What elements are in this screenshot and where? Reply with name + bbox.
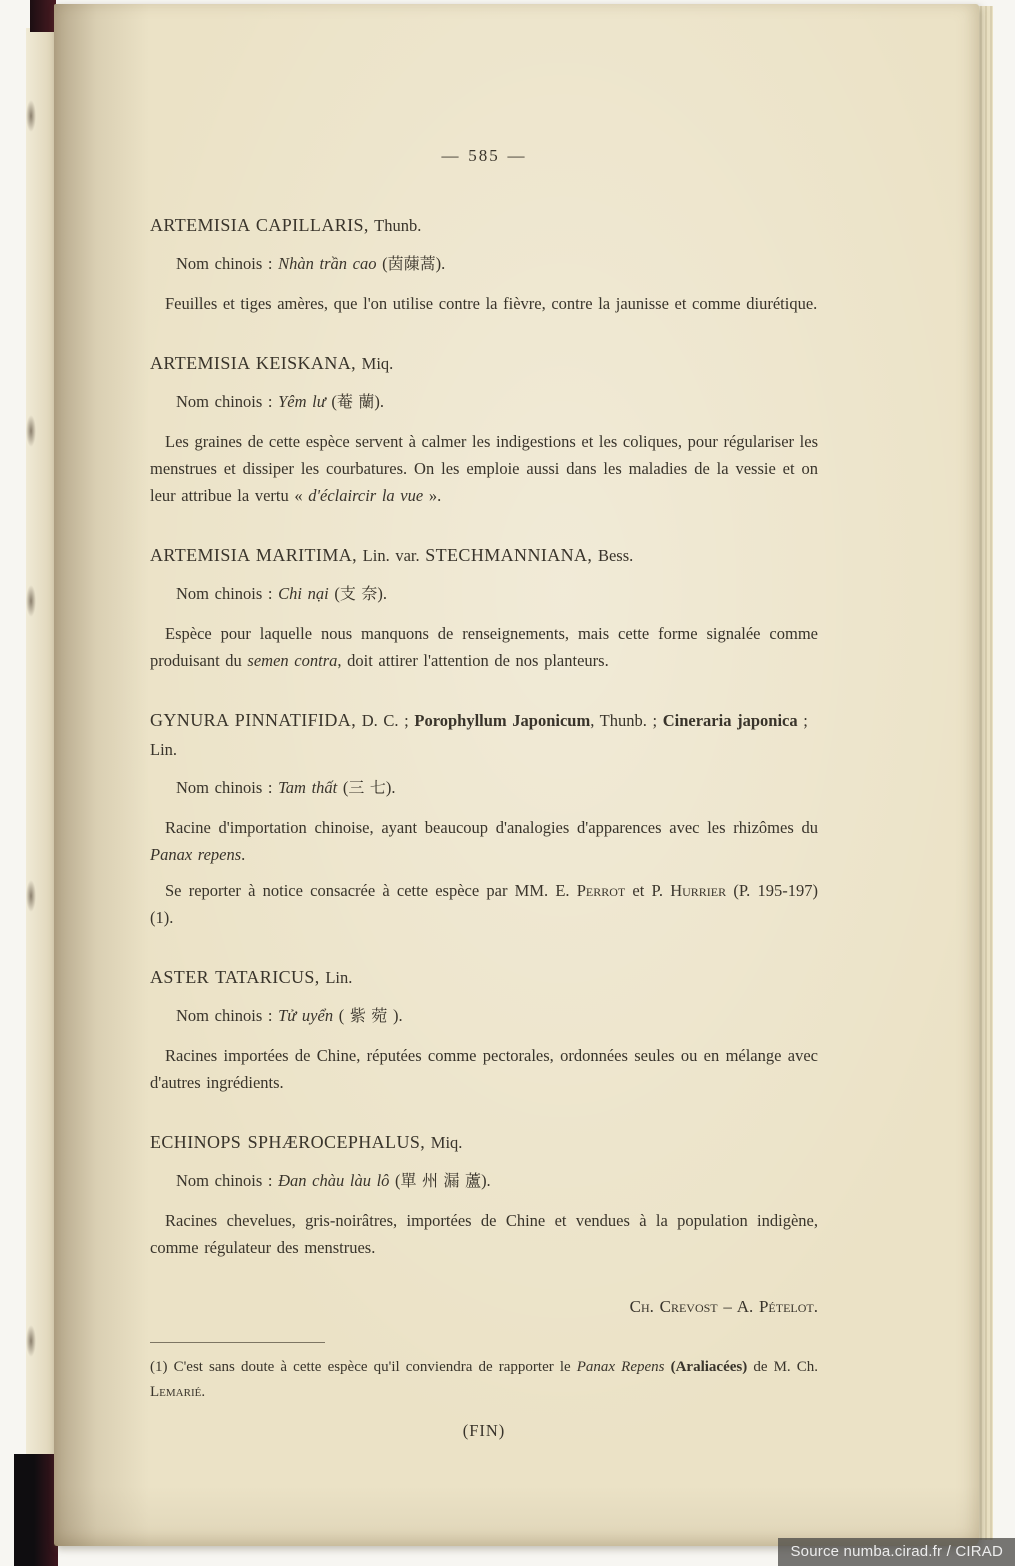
page-edges-left bbox=[26, 28, 56, 1458]
text-segment: Feuilles et tiges amères, que l'on utilise contre la fièvre, contre la jaunisse et comme diurétique. bbox=[165, 294, 818, 313]
species-entry bbox=[150, 706, 824, 931]
species-entry bbox=[150, 541, 824, 674]
text-segment: 單 州 漏 蘆 bbox=[400, 1173, 482, 1190]
text-segment: ). bbox=[374, 392, 385, 411]
text-segment: , doit attirer l'attention de nos planteurs. bbox=[337, 651, 609, 670]
text-segment: Lemarié bbox=[150, 1384, 202, 1400]
text-segment: ». bbox=[423, 486, 442, 505]
binding-stitch bbox=[26, 415, 36, 447]
species-heading bbox=[150, 1128, 818, 1157]
footnote bbox=[150, 1355, 824, 1405]
text-segment: ( bbox=[337, 778, 349, 797]
entries bbox=[150, 211, 824, 1261]
text-segment: Tử uyển bbox=[278, 1006, 334, 1025]
text-segment: Nom chinois : bbox=[176, 392, 279, 411]
text-segment: Nom chinois : bbox=[176, 1006, 279, 1025]
text-segment: D. C. ; bbox=[356, 711, 415, 730]
text-segment: ( bbox=[333, 1006, 350, 1025]
text-segment: semen contra bbox=[247, 651, 338, 670]
species-entry bbox=[150, 349, 824, 509]
chinese-name-line bbox=[150, 580, 818, 608]
text-segment: (Araliacées) bbox=[670, 1359, 748, 1375]
text-segment: Yêm lư bbox=[278, 392, 326, 411]
text-segment: Tam thất bbox=[278, 778, 338, 797]
text-segment: (P. 195-197) (1). bbox=[150, 881, 824, 927]
text-segment: ). bbox=[481, 1171, 491, 1190]
text-segment: Se reporter à notice consacrée à cette espèce par MM. E. bbox=[165, 881, 577, 900]
text-segment: STECHMANNIANA, bbox=[425, 545, 593, 565]
text-segment: ). bbox=[377, 584, 387, 603]
species-heading bbox=[150, 963, 818, 992]
text-segment: Nhàn trần cao bbox=[278, 254, 377, 273]
text-segment: Nom chinois : bbox=[176, 1171, 279, 1190]
text-segment: ECHINOPS SPHÆROCEPHALUS, bbox=[150, 1132, 426, 1152]
text-segment: ; Lin. bbox=[150, 711, 814, 759]
text-segment: Porophyllum Japonicum bbox=[414, 711, 591, 730]
binding-stitch bbox=[26, 880, 36, 912]
text-segment: Nom chinois : bbox=[176, 584, 279, 603]
species-entry bbox=[150, 963, 824, 1096]
text-segment: Nom chinois : bbox=[176, 254, 279, 273]
text-segment: Racines chevelues, gris-noirâtres, importées de Chine et vendues à la population indigène, comme régulateur des menstrues. bbox=[150, 1211, 824, 1257]
binding-stitch bbox=[26, 100, 36, 132]
text-segment: Perrot bbox=[576, 881, 626, 900]
text-segment: 菴 蘭 bbox=[336, 394, 375, 411]
entry-paragraph bbox=[150, 428, 824, 509]
footnote-rule bbox=[150, 1342, 325, 1343]
text-segment: Panax repens bbox=[150, 845, 242, 864]
text-segment: ARTEMISIA MARITIMA, bbox=[150, 545, 358, 565]
text-segment: . bbox=[241, 845, 246, 864]
text-segment: Bess. bbox=[592, 546, 634, 565]
text-segment: Thunb. bbox=[368, 216, 422, 235]
species-heading bbox=[150, 211, 818, 240]
text-segment: ( bbox=[325, 392, 337, 411]
chinese-name-line bbox=[150, 250, 818, 278]
entry-paragraph bbox=[150, 290, 818, 317]
fin-label: (FIN) bbox=[462, 1421, 506, 1440]
entry-paragraph bbox=[150, 1042, 824, 1096]
page-number: — 585 — bbox=[441, 146, 527, 165]
text-segment: , Thunb. ; bbox=[590, 711, 663, 730]
binding-stitch bbox=[26, 585, 36, 617]
text-segment: ( bbox=[376, 254, 388, 273]
text-segment: Chi nại bbox=[278, 584, 329, 603]
text-segment: Đan chàu làu lô bbox=[278, 1171, 390, 1190]
text-segment: ASTER TATARICUS, bbox=[150, 967, 320, 987]
text-segment: Cineraria japonica bbox=[662, 711, 798, 730]
book-spine-bottom bbox=[14, 1454, 58, 1566]
species-heading bbox=[150, 541, 818, 570]
entry-paragraph bbox=[150, 814, 824, 868]
book-page bbox=[54, 4, 979, 1546]
text-segment: ). bbox=[435, 254, 446, 273]
text-segment: de M. Ch. bbox=[747, 1359, 824, 1375]
text-segment: Nom chinois : bbox=[176, 778, 279, 797]
species-heading bbox=[150, 706, 818, 764]
text-segment: 支 奈 bbox=[339, 586, 378, 603]
text-segment: Miq. bbox=[425, 1133, 463, 1152]
text-segment: Miq. bbox=[356, 354, 394, 373]
source-watermark: Source numba.cirad.fr / CIRAD bbox=[778, 1538, 1015, 1566]
text-segment: d'éclaircir la vue bbox=[308, 486, 424, 505]
text-segment: ( bbox=[389, 1171, 401, 1190]
text-segment: Ch. Crevost – A. Pételot. bbox=[629, 1297, 818, 1316]
text-segment: 茵蔯蒿 bbox=[387, 256, 436, 273]
species-entry bbox=[150, 1128, 824, 1261]
text-segment: Panax Repens bbox=[576, 1359, 665, 1375]
text-segment: Racine d'importation chinoise, ayant beaucoup d'analogies d'apparences avec les rhizômes du bbox=[165, 818, 824, 837]
entry-paragraph bbox=[150, 1207, 824, 1261]
text-segment: . bbox=[201, 1384, 206, 1400]
text-segment: ). bbox=[385, 778, 396, 797]
text-segment: 紫 菀 bbox=[349, 1008, 388, 1025]
text-segment: 三 七 bbox=[348, 780, 386, 797]
text-segment: Lin. bbox=[319, 968, 353, 987]
chinese-name-line bbox=[150, 774, 818, 802]
signature bbox=[150, 1293, 818, 1320]
text-segment: ). bbox=[387, 1006, 403, 1025]
species-entry bbox=[150, 211, 818, 317]
text-segment: et P. bbox=[625, 881, 671, 900]
text-segment: ( bbox=[328, 584, 340, 603]
book-spine-top bbox=[30, 0, 56, 32]
text-segment: Racines importées de Chine, réputées comme pectorales, ordonnées seules ou en mélange avec d'autres ingrédients. bbox=[150, 1046, 824, 1092]
text-segment: ARTEMISIA KEISKANA, bbox=[150, 353, 357, 373]
text-segment: (1) C'est sans doute à cette espèce qu'il conviendra de rapporter le bbox=[150, 1359, 577, 1375]
chinese-name-line bbox=[150, 1002, 818, 1030]
text-segment: Les graines de cette espèce servent à calmer les indigestions et les coliques, pour régulariser les menstrues et dissiper les courbatures. On les emploie aussi dans les maladies de la vessie et on leur attribue la vertu « bbox=[150, 432, 824, 505]
text-segment: Lin. var. bbox=[357, 546, 426, 565]
text-segment: Hurrier bbox=[670, 881, 727, 900]
entry-paragraph bbox=[150, 877, 824, 931]
entry-paragraph bbox=[150, 620, 824, 674]
binding-stitch bbox=[26, 1325, 36, 1357]
text-segment: ARTEMISIA CAPILLARIS, bbox=[150, 215, 369, 235]
chinese-name-line bbox=[150, 1167, 818, 1195]
species-heading bbox=[150, 349, 818, 378]
text-segment: GYNURA PINNATIFIDA, bbox=[150, 710, 357, 730]
text-segment: Espèce pour laquelle nous manquons de renseignements, mais cette forme signalée comme produisant du bbox=[150, 624, 824, 670]
page-content bbox=[150, 142, 824, 1444]
chinese-name-line bbox=[150, 388, 818, 416]
